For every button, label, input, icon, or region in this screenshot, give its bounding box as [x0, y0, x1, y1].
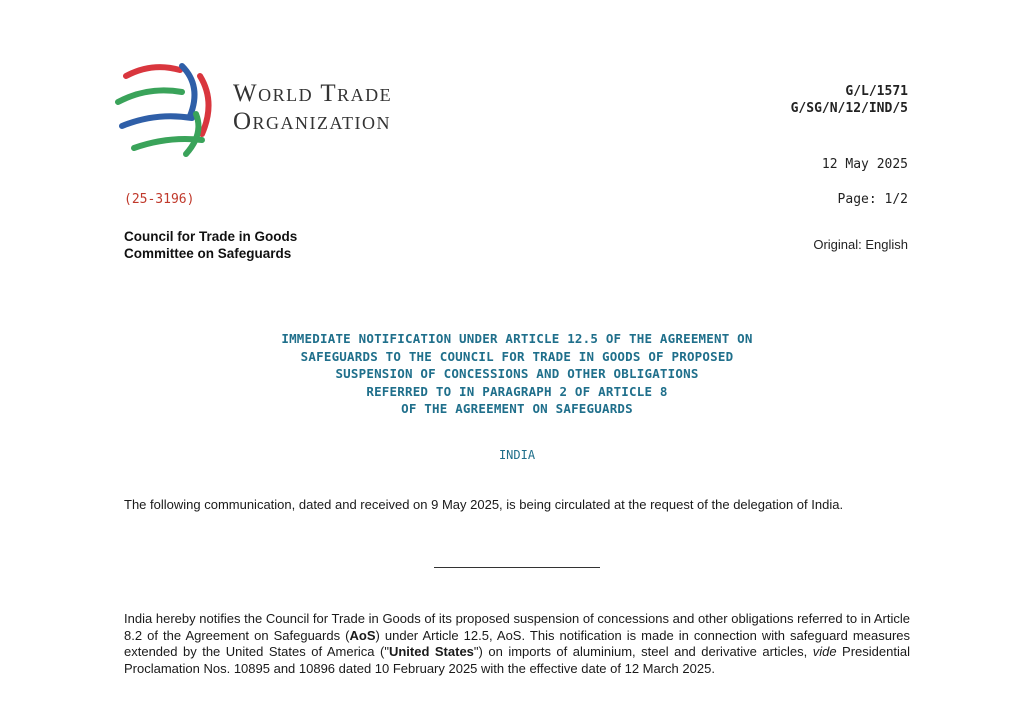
organization-name-line2: Organization — [233, 108, 392, 135]
reference-number: (25-3196) — [124, 192, 195, 207]
vide-term: vide — [812, 644, 837, 659]
document-symbols — [791, 83, 908, 117]
notification-paragraph — [124, 611, 910, 677]
wto-logo-icon — [112, 56, 220, 160]
notifying-member: INDIA — [498, 448, 536, 462]
organization-name — [233, 80, 392, 136]
title-line: SAFEGUARDS TO THE COUNCIL FOR TRADE IN GOODS OF PROPOSED — [300, 348, 734, 364]
intro-paragraph: The following communication, dated and received on 9 May 2025, is being circulated at the request of the delegation of India. — [124, 497, 844, 512]
organization-name-line1: World Trade — [233, 80, 393, 107]
paragraph-text: Presidential Proclamation Nos. 10895 and 10896 dated 10 February 2025 with the effective date of 12 March 2025. — [124, 644, 910, 676]
document-date: 12 May 2025 — [821, 157, 908, 172]
issuing-bodies — [124, 228, 297, 262]
issuing-body-committee: Committee on Safeguards — [124, 246, 292, 261]
issuing-body-council: Council for Trade in Goods — [124, 229, 298, 244]
page-number: Page: 1/2 — [837, 192, 908, 207]
document-symbol-2: G/SG/N/12/IND/5 — [790, 101, 908, 116]
united-states-term: United States — [388, 644, 474, 659]
separator-line — [434, 567, 600, 568]
aos-abbreviation: AoS — [349, 627, 376, 643]
paragraph-text: ") on imports of aluminium, steel and derivative articles, — [473, 644, 813, 659]
document-title — [124, 330, 910, 418]
paragraph-text: ) under Article 12.5, AoS. This notification is made in connection with safeguard measures extended by the United States of America (" — [124, 627, 911, 659]
title-line: IMMEDIATE NOTIFICATION UNDER ARTICLE 12.5 OF THE AGREEMENT ON — [281, 331, 753, 346]
paragraph-text: India hereby notifies the Council for Trade in Goods of its proposed suspension of concessions and other obligations referred to in Article 8.2 of the Agreement on Safeguards ( — [124, 611, 910, 643]
original-language: Original: English — [813, 237, 908, 252]
title-line: SUSPENSION OF CONCESSIONS AND OTHER OBLIGATIONS — [335, 366, 699, 381]
document-symbol-1: G/L/1571 — [845, 84, 908, 99]
title-line: OF THE AGREEMENT ON SAFEGUARDS — [401, 401, 633, 416]
title-line: REFERRED TO IN PARAGRAPH 2 OF ARTICLE 8 — [366, 383, 668, 399]
